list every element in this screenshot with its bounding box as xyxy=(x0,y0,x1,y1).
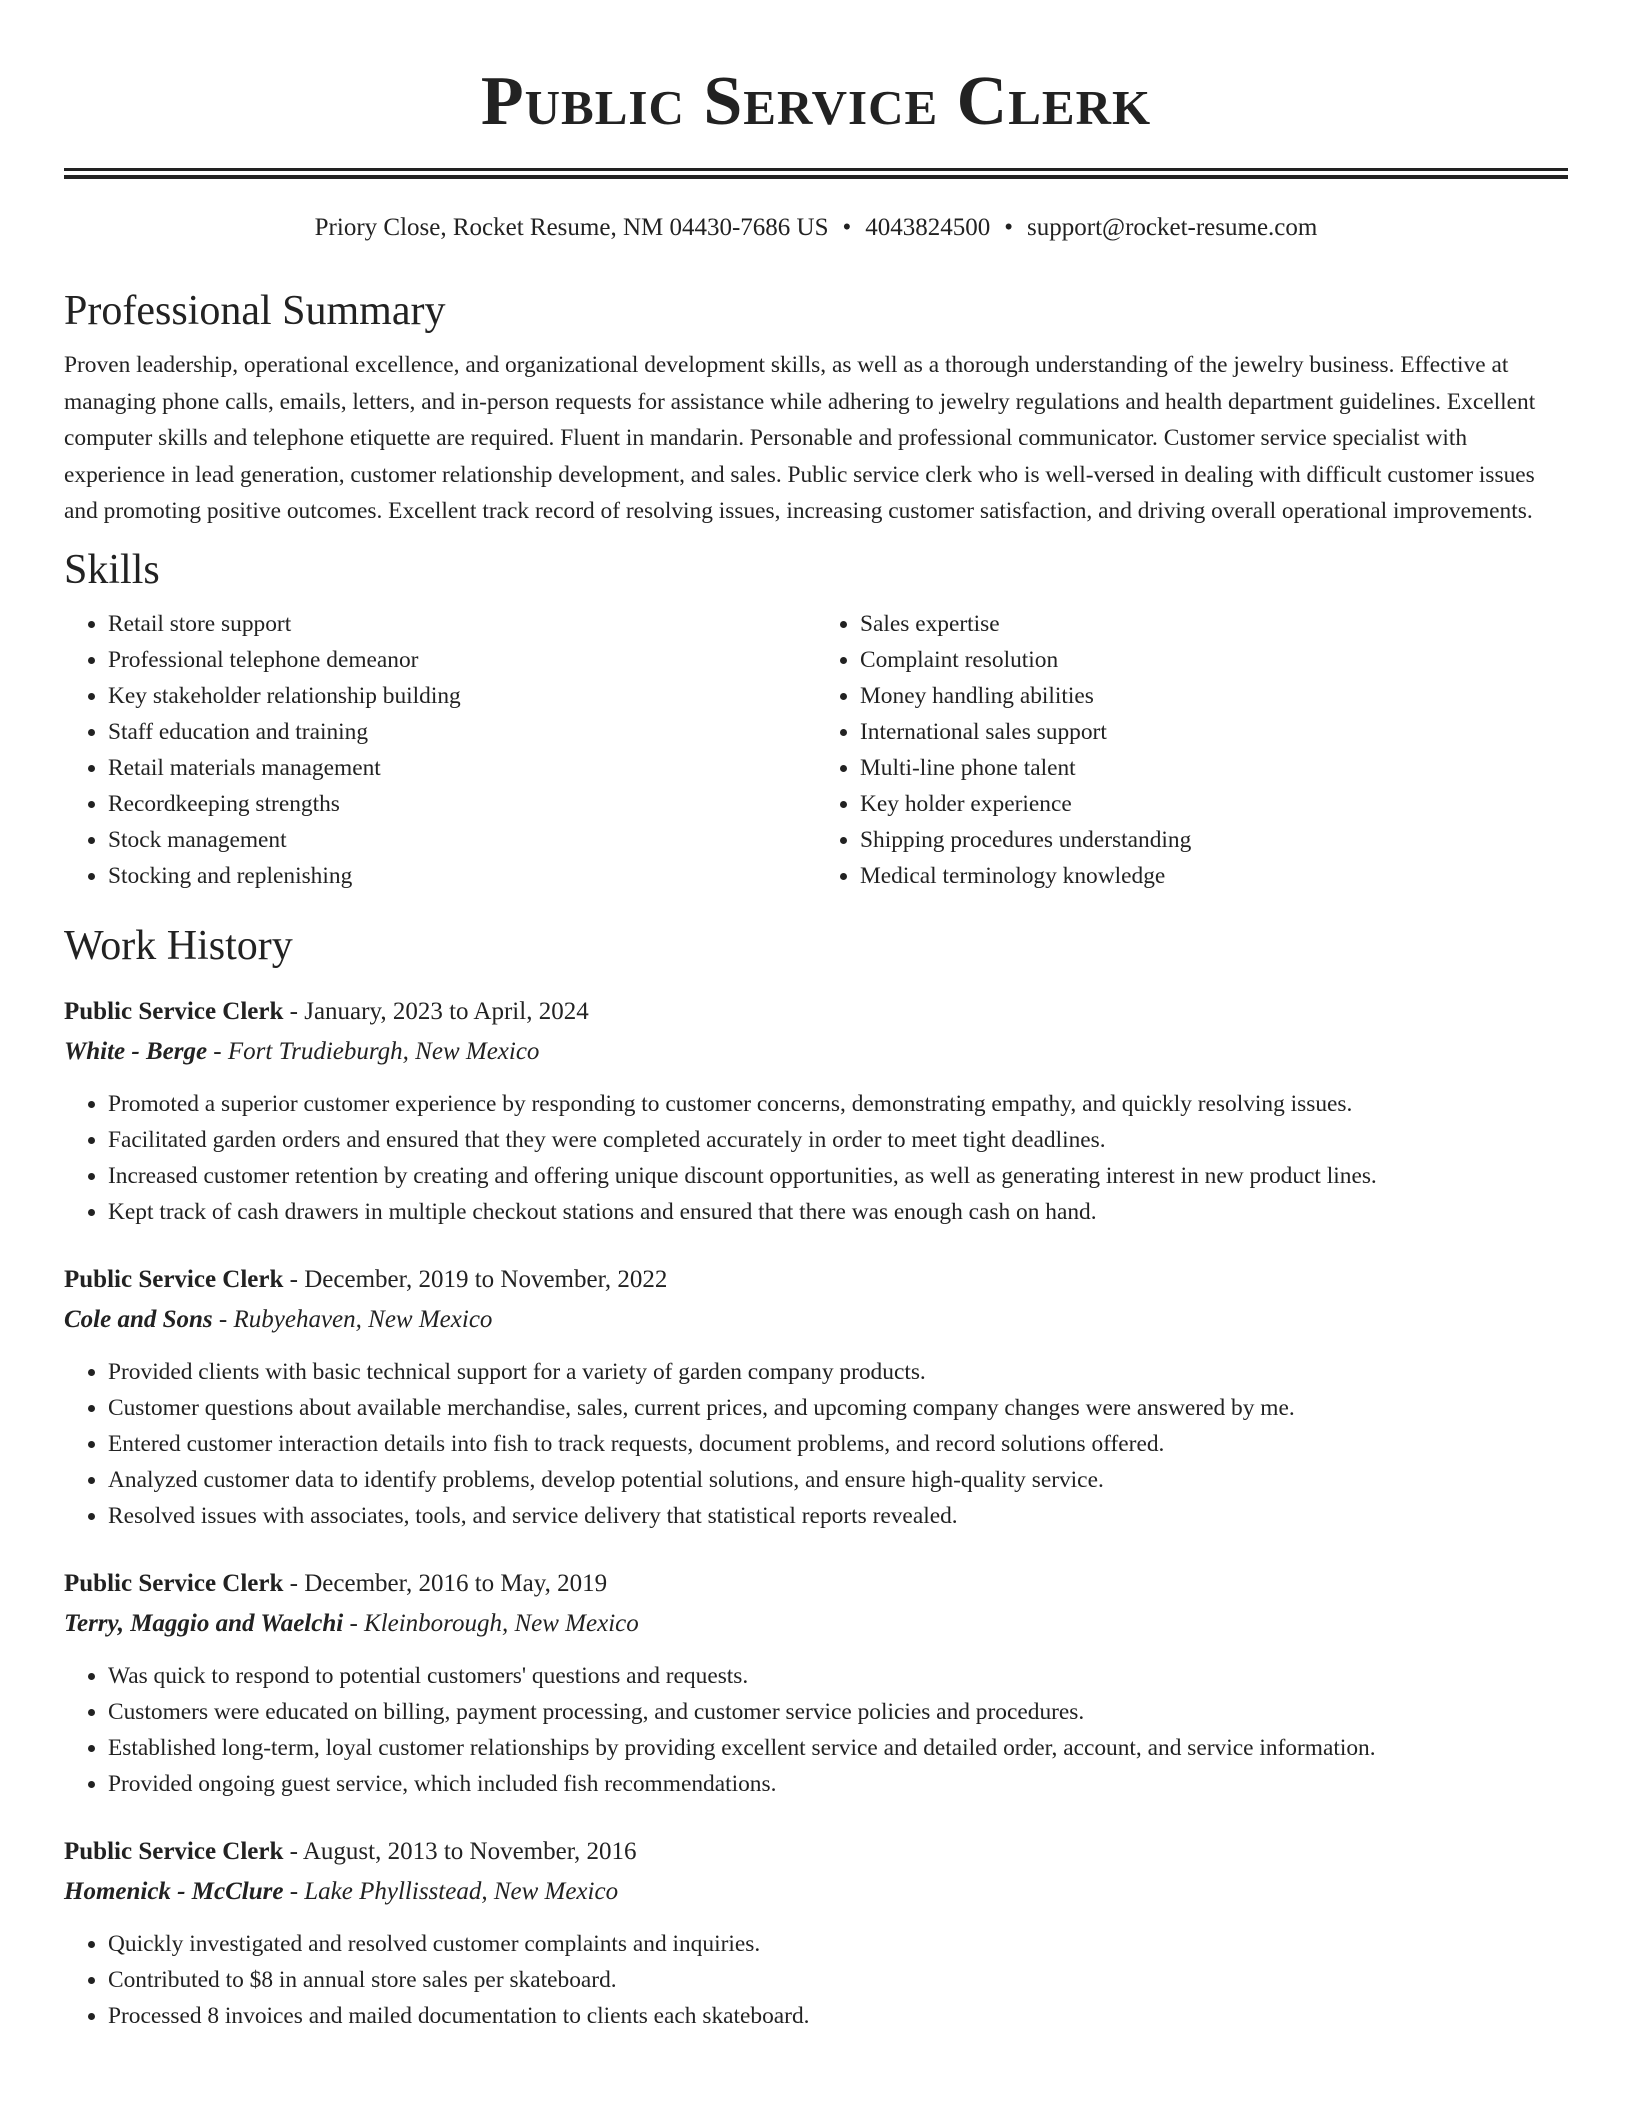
skills-column-left xyxy=(64,606,816,894)
job-company-line xyxy=(64,1604,1568,1644)
job-bullet: • Resolved issues with associates, tools, and service delivery that statistical reports revealed. xyxy=(108,1498,1568,1534)
job-title: Public Service Clerk xyxy=(64,997,284,1025)
header-divider xyxy=(64,168,1568,179)
job-bullet: • Increased customer retention by creating and offering unique discount opportunities, as well as generating interest in new product lines. xyxy=(108,1158,1568,1194)
skill-item: • Complaint resolution xyxy=(860,642,1568,678)
job-bullet: • Provided ongoing guest service, which included fish recommendations. xyxy=(108,1766,1568,1802)
job-dash: - xyxy=(212,1305,234,1333)
contact-email[interactable]: support@rocket-resume.com xyxy=(1027,214,1318,241)
skill-item: • Retail store support xyxy=(108,606,816,642)
skill-item: • Staff education and training xyxy=(108,714,816,750)
job-bullets xyxy=(64,1086,1568,1230)
job-location: Rubyehaven, New Mexico xyxy=(233,1305,493,1333)
job-bullet: • Quickly investigated and resolved customer complaints and inquiries. xyxy=(108,1926,1568,1962)
skills-list xyxy=(64,606,1568,894)
job-title: Public Service Clerk xyxy=(64,1265,284,1293)
job-title: Public Service Clerk xyxy=(64,1569,284,1597)
skill-item: • Stock management xyxy=(108,822,816,858)
resume-content xyxy=(64,0,1568,2034)
skill-item: • Recordkeeping strengths xyxy=(108,786,816,822)
job-bullets xyxy=(64,1354,1568,1534)
job-company-line xyxy=(64,1872,1568,1912)
contact-separator: • xyxy=(842,214,852,241)
job-dash: - xyxy=(283,997,305,1025)
job-bullet: • Analyzed customer data to identify problems, develop potential solutions, and ensure high-quality service. xyxy=(108,1462,1568,1498)
job-bullet: • Entered customer interaction details into fish to track requests, document problems, and record solutions offered. xyxy=(108,1426,1568,1462)
job-dates: December, 2019 to November, 2022 xyxy=(304,1265,668,1293)
contact-address: Priory Close, Rocket Resume, NM 04430-7686 US xyxy=(314,214,829,241)
job-dash: - xyxy=(283,1837,303,1865)
job-entry xyxy=(64,1832,1568,2034)
job-title-line xyxy=(64,992,1568,1032)
skill-item: • Multi-line phone talent xyxy=(860,750,1568,786)
skill-item: • Retail materials management xyxy=(108,750,816,786)
job-bullets xyxy=(64,1926,1568,2034)
skill-item: • Professional telephone demeanor xyxy=(108,642,816,678)
job-dash: - xyxy=(283,1569,305,1597)
job-title: Public Service Clerk xyxy=(64,1837,284,1865)
contact-phone[interactable]: 4043824500 xyxy=(865,214,991,241)
work-history-heading: Work History xyxy=(64,922,293,969)
job-company: White - Berge xyxy=(64,1037,208,1065)
skill-item: • Money handling abilities xyxy=(860,678,1568,714)
job-bullet: • Facilitated garden orders and ensured that they were completed accurately in order to meet tight deadlines. xyxy=(108,1122,1568,1158)
summary-heading: Professional Summary xyxy=(64,288,446,334)
skill-item: • Key holder experience xyxy=(860,786,1568,822)
job-bullet: • Customer questions about available merchandise, sales, current prices, and upcoming company changes were answered by me. xyxy=(108,1390,1568,1426)
job-company-line xyxy=(64,1300,1568,1340)
resume-name: Public Service Clerk xyxy=(480,63,1152,140)
skill-item: • Stocking and replenishing xyxy=(108,858,816,894)
job-bullet: • Processed 8 invoices and mailed documentation to clients each skateboard. xyxy=(108,1998,1568,2034)
skill-item: • Key stakeholder relationship building xyxy=(108,678,816,714)
job-dash: - xyxy=(207,1037,228,1065)
job-dash: - xyxy=(283,1877,305,1905)
skill-item: • Sales expertise xyxy=(860,606,1568,642)
job-bullet: • Contributed to $8 in annual store sales per skateboard. xyxy=(108,1962,1568,1998)
skill-item: • International sales support xyxy=(860,714,1568,750)
job-location: Lake Phyllisstead, New Mexico xyxy=(304,1877,619,1905)
job-bullet: • Was quick to respond to potential customers' questions and requests. xyxy=(108,1658,1568,1694)
job-entry xyxy=(64,992,1568,1230)
job-dash: - xyxy=(343,1609,365,1637)
job-bullet: • Promoted a superior customer experience by responding to customer concerns, demonstrating empathy, and quickly resolving issues. xyxy=(108,1086,1568,1122)
job-entry xyxy=(64,1564,1568,1802)
skills-heading: Skills xyxy=(64,546,160,593)
summary-text: Proven leadership, operational excellence, and organizational development skills, as well as a thorough understanding of the jewelry business. Effective at managing phone calls, emails, letters, and in-person requests for assistance while adhering to jewelry regulations and health department guidelines. Excellent computer skills and telephone etiquette are required. Fluent in mandarin. Personable and professional communicator. Customer service specialist with experience in lead generation, customer relationship development, and sales. Public service clerk who is well-versed in dealing with difficult customer issues and promoting positive outcomes. Excellent track record of resolving issues, increasing customer satisfaction, and driving overall operational improvements. xyxy=(64,352,1536,524)
skill-item: • Medical terminology knowledge xyxy=(860,858,1568,894)
job-title-line xyxy=(64,1564,1568,1604)
job-title-line xyxy=(64,1832,1568,1872)
job-location: Fort Trudieburgh, New Mexico xyxy=(227,1037,540,1065)
job-bullet: • Kept track of cash drawers in multiple checkout stations and ensured that there was enough cash on hand. xyxy=(108,1194,1568,1230)
job-company-line xyxy=(64,1032,1568,1072)
job-entry xyxy=(64,1260,1568,1534)
job-location: Kleinborough, New Mexico xyxy=(364,1609,639,1637)
job-dates: January, 2023 to April, 2024 xyxy=(304,997,589,1025)
job-dash: - xyxy=(283,1265,305,1293)
job-company: Terry, Maggio and Waelchi xyxy=(64,1609,344,1637)
job-company: Cole and Sons xyxy=(64,1305,213,1333)
skill-item: • Shipping procedures understanding xyxy=(860,822,1568,858)
contact-separator: • xyxy=(1004,214,1014,241)
job-dates: August, 2013 to November, 2016 xyxy=(302,1837,637,1865)
skills-column-right xyxy=(816,606,1568,894)
job-bullet: • Established long-term, loyal customer relationships by providing excellent service and detailed order, account, and service information. xyxy=(108,1730,1568,1766)
job-bullet: • Provided clients with basic technical support for a variety of garden company products. xyxy=(108,1354,1568,1390)
contact-line xyxy=(64,211,1568,245)
job-title-line xyxy=(64,1260,1568,1300)
job-company: Homenick - McClure xyxy=(64,1877,284,1905)
job-bullet: • Customers were educated on billing, payment processing, and customer service policies and procedures. xyxy=(108,1694,1568,1730)
job-bullets xyxy=(64,1658,1568,1802)
job-dates: December, 2016 to May, 2019 xyxy=(304,1569,608,1597)
